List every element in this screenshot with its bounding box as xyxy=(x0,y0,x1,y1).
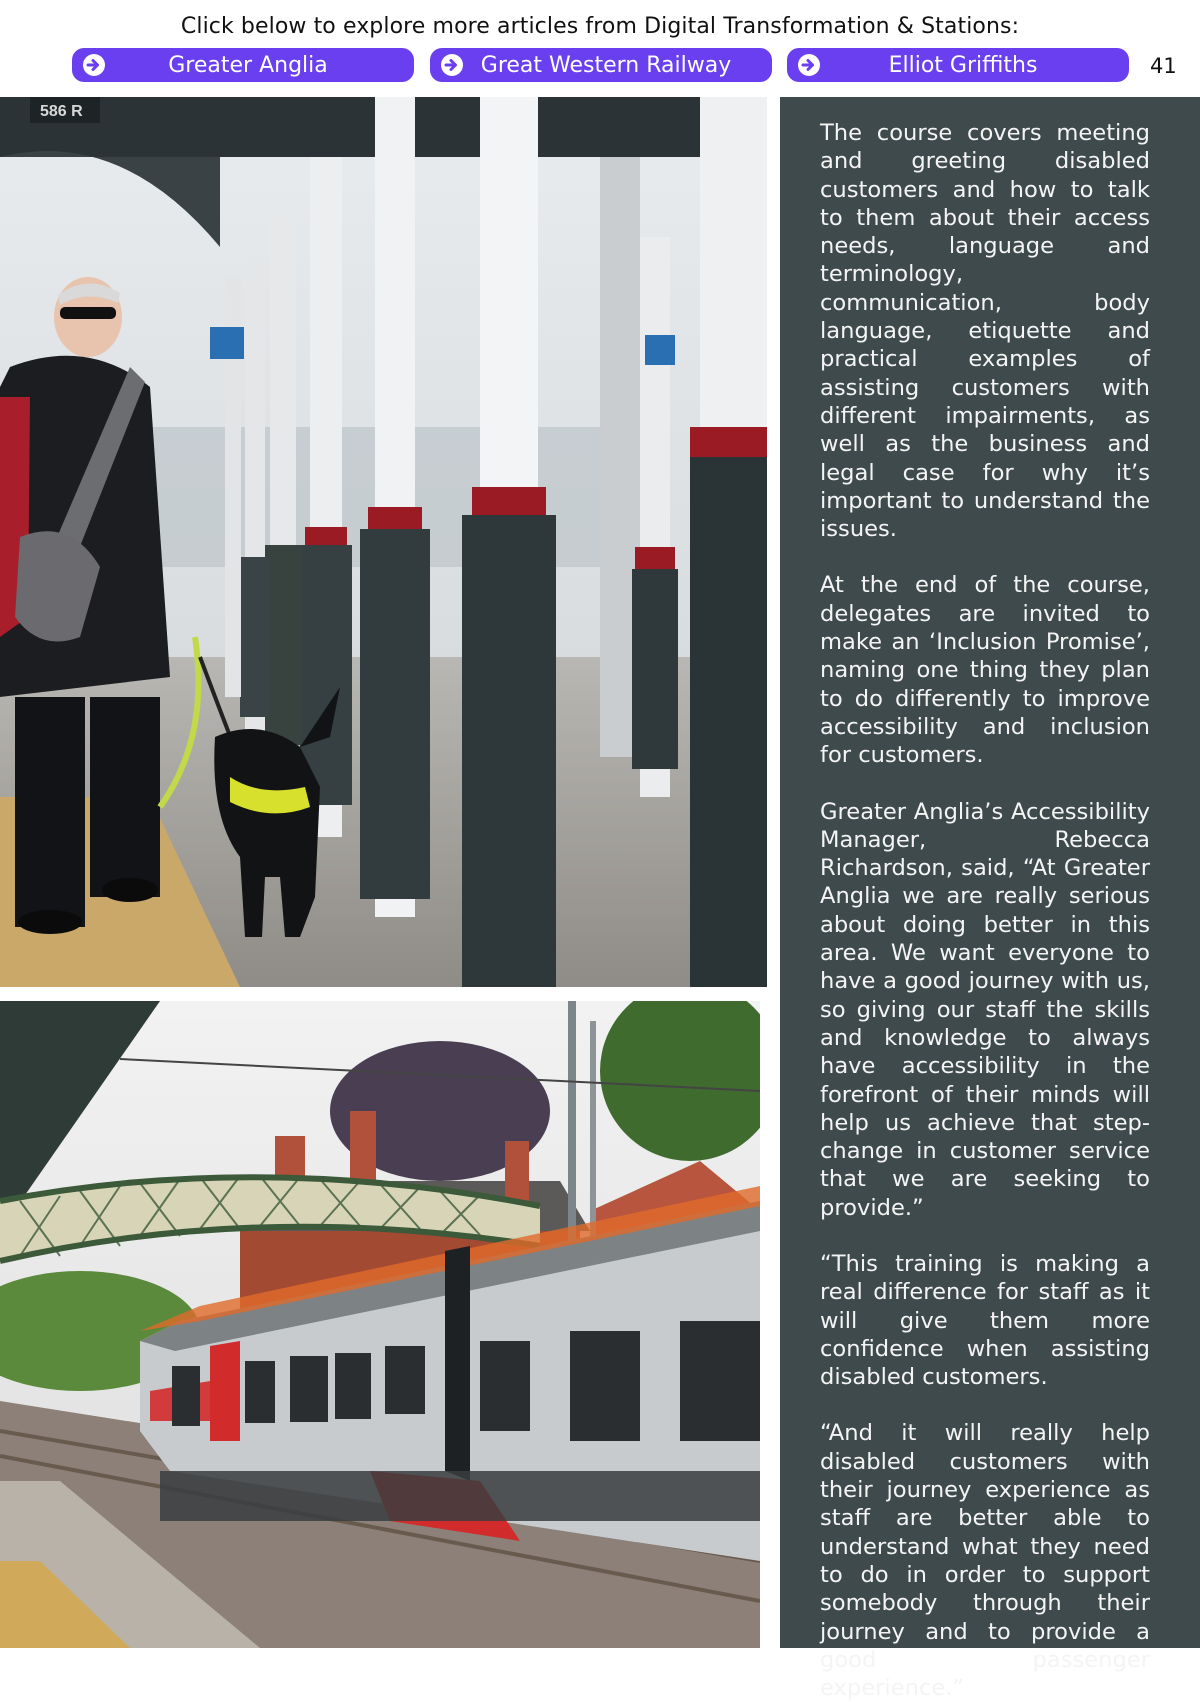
station-sign-text: 586 R xyxy=(40,103,83,120)
nav-link-great-western-railway[interactable] xyxy=(430,48,772,82)
nav-link-label: Great Western Railway xyxy=(480,52,732,78)
photo-platform-guide-dog xyxy=(0,97,767,987)
nav-link-label: Elliot Griffiths xyxy=(888,52,1038,78)
article-text-panel xyxy=(780,97,1200,1702)
circle-arrow-right-icon xyxy=(797,53,821,77)
article-paragraph: “This training is making a real difference for staff as it will give them more confidence when assisting disabled customers. xyxy=(820,1250,1150,1391)
nav-link-greater-anglia[interactable] xyxy=(72,48,414,82)
photo-train-at-station xyxy=(0,1001,760,1648)
nav-link-elliot-griffiths[interactable] xyxy=(787,48,1129,82)
circle-arrow-right-icon xyxy=(82,53,106,77)
article-paragraph: Greater Anglia’s Accessibility Manager, Rebecca Richardson, said, “At Greater Anglia we are really serious about doing better in this area. We want everyone to have a good journey with us, so giving our staff the skills and knowledge to always have accessibility in the forefront of their minds will help us achieve that step-change in customer service that we are seeking to provide.” xyxy=(820,798,1150,1221)
nav-link-label: Greater Anglia xyxy=(168,52,328,78)
article-paragraph: “And it will really help disabled customers with their journey experience as staff are better able to understand what they need to do in order to support somebody through their journey and to provide a good passenger experience.” xyxy=(820,1420,1150,1702)
page-number: 41 xyxy=(1150,54,1177,78)
circle-arrow-right-icon xyxy=(440,53,464,77)
article-paragraph: At the end of the course, delegates are invited to make an ‘Inclusion Promise’, naming one thing they plan to do differently to improve accessibility and inclusion for customers. xyxy=(820,572,1150,769)
article-paragraph: The course covers meeting and greeting disabled customers and how to talk to them about their access needs, language and terminology, communication, body language, etiquette and practical examples of assisting customers with different impairments, as well as the business and legal case for why it’s important to understand the issues. xyxy=(820,120,1150,543)
explore-prompt: Click below to explore more articles from Digital Transformation & Stations: xyxy=(180,14,1020,39)
